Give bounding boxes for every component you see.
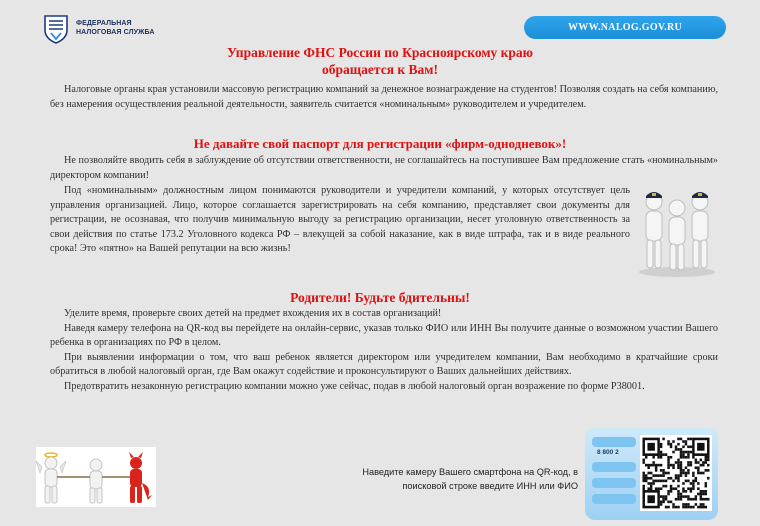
card-strip-3 <box>592 478 636 488</box>
parents-paragraph-4: Предотвратить незаконную регистрацию компании можно уже сейчас, подав в любой налоговый орган возражение по форме Р38001. <box>64 380 645 392</box>
intro-paragraph: Налоговые органы края установили массовую регистрацию компаний за денежное вознаграждение на студентов! Позволяя создать на себя компанию, без намерения осуществления реальной деятельности, заявитель считается «номинальным» руководителем и учредителем. <box>50 84 718 110</box>
warning-paragraph: Не позволяйте вводить себя в заблуждение об отсутствии ответственности, не соглашайтесь на поступившее Вам предложение стать «номинальным» директором компании! <box>50 155 718 181</box>
fns-emblem-icon <box>42 14 70 44</box>
qr-code[interactable] <box>640 435 712 511</box>
website-link[interactable]: WWW.NALOG.GOV.RU <box>524 16 726 39</box>
parents-heading: Родители! Будьте бдительны! <box>290 290 470 305</box>
police-arrest-illustration <box>636 186 718 278</box>
card-label: 8 800 2 <box>597 449 619 456</box>
nominal-definition-paragraph: Под «номинальным» должностным лицом понимаются руководители и учредители компаний, у которых отсутствует цель управления организацией. Лицо, которое соглашается зарегистрировать на себя компанию, представляет свои документы для регистрации, не осознавая, что получив минимальную выгоду за регистрацию организации, несет уголовную ответственность за свои действия по статье 173.2 Уголовного кодекса РФ – влекущей за собой наказание, как в виде штрафа, так и в виде реального срока! Это «пятно» на Вашей репутации на всю жизнь! <box>50 185 630 255</box>
angel-devil-tug-of-war-illustration <box>36 447 156 507</box>
warning-heading: Не давайте свой паспорт для регистрации «фирм-однодневок»! <box>193 136 567 151</box>
card-strip-1 <box>592 437 636 447</box>
parents-paragraph-2: Наведя камеру телефона на QR-код вы перейдете на онлайн-сервис, указав только ФИО или ИНН Вы получите данные о возможном участии Вашего ребенка в организациях по РФ в целом. <box>50 322 718 349</box>
page-title <box>0 44 760 78</box>
parents-paragraph-3: При выявлении информации о том, что ваш ребенок является директором или учредителем компании, Вам необходимо в кратчайшие сроки обратиться в любой налоговый орган, где Вам окажут содействие и проконсультируют о Ваших дальнейших действиях. <box>50 351 718 378</box>
logo-line-2: НАЛОГОВАЯ СЛУЖБА <box>76 29 155 36</box>
card-strip-4 <box>592 494 636 504</box>
qr-caption: Наведите камеру Вашего смартфона на QR-код, в поисковой строке введите ИНН или ФИО <box>362 467 578 491</box>
fns-logo <box>42 14 182 44</box>
logo-line-1: ФЕДЕРАЛЬНАЯ <box>76 20 132 27</box>
card-strip-2 <box>592 462 636 472</box>
parents-paragraph-1: Уделите время, проверьте своих детей на предмет вхождения их в состав организаций! <box>64 308 442 319</box>
parents-paragraphs <box>50 307 718 395</box>
qr-code-icon <box>640 435 712 511</box>
title-line-1: Управление ФНС России по Красноярскому краю <box>226 45 534 60</box>
title-line-2: обращается к Вам! <box>322 62 438 77</box>
